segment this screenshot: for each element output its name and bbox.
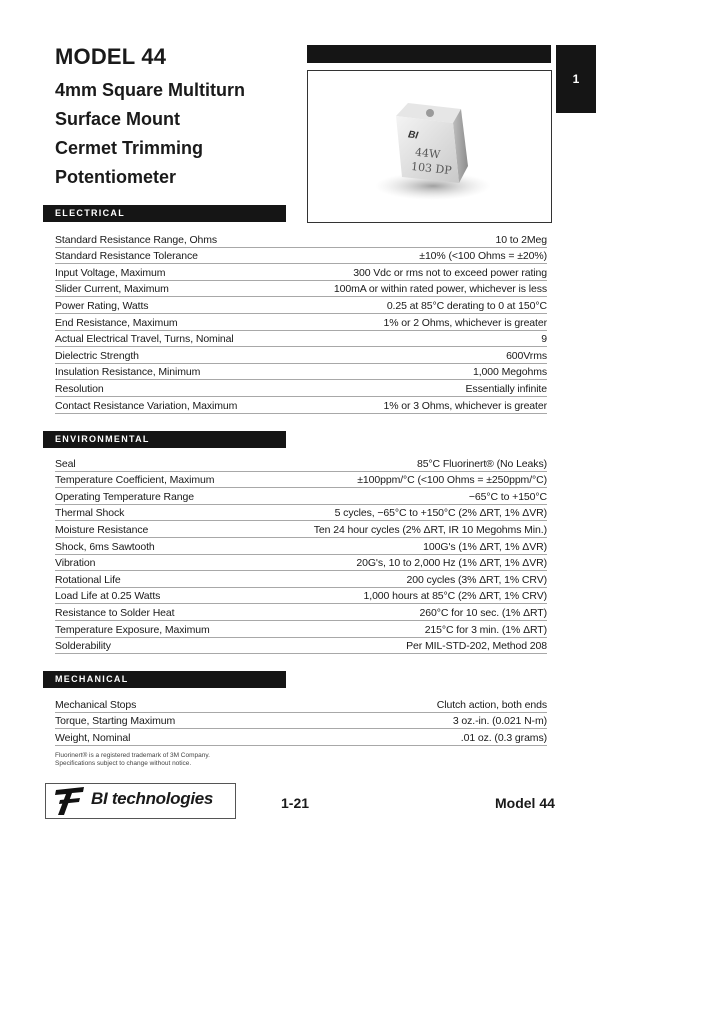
- spec-row: [55, 505, 547, 522]
- spec-label: Temperature Coefficient, Maximum: [55, 474, 215, 487]
- spec-label: Standard Resistance Range, Ohms: [55, 233, 218, 246]
- spec-row: [55, 488, 547, 505]
- spec-label: Input Voltage, Maximum: [55, 266, 166, 279]
- spec-value: Clutch action, both ends: [436, 698, 547, 711]
- spec-row: [55, 713, 547, 730]
- footnote: Fluorinert® is a registered trademark of 3M Company.: [55, 752, 210, 759]
- spec-value: 10 to 2Meg: [495, 233, 547, 246]
- header-bar: [307, 45, 551, 63]
- spec-row: [55, 297, 547, 314]
- spec-row: [55, 621, 547, 638]
- spec-value: 1% or 3 Ohms, whichever is greater: [383, 399, 547, 412]
- spec-label: Solderability: [55, 640, 111, 653]
- spec-label: Insulation Resistance, Minimum: [55, 366, 201, 379]
- spec-label: Vibration: [55, 557, 96, 570]
- environmental-specs: [55, 455, 547, 654]
- spec-value: 600Vrms: [506, 349, 547, 362]
- company-logo: [45, 783, 236, 819]
- spec-label: Operating Temperature Range: [55, 490, 194, 503]
- page-number: 1-21: [281, 795, 310, 811]
- spec-row: [55, 397, 547, 414]
- spec-value: Essentially infinite: [465, 382, 547, 395]
- spec-label: Actual Electrical Travel, Turns, Nominal: [55, 333, 234, 346]
- bi-logo-icon: [50, 784, 90, 818]
- electrical-header: ELECTRICAL: [43, 205, 286, 222]
- product-subtitle: [55, 76, 295, 192]
- spec-row: [55, 331, 547, 348]
- spec-row: [55, 248, 547, 265]
- spec-label: Resistance to Solder Heat: [55, 606, 175, 619]
- spec-row: [55, 281, 547, 298]
- spec-label: Shock, 6ms Sawtooth: [55, 540, 155, 553]
- spec-value: 3 oz.-in. (0.021 N-m): [452, 715, 547, 728]
- spec-value: ±10% (<100 Ohms = ±20%): [419, 250, 547, 263]
- spec-label: Standard Resistance Tolerance: [55, 250, 198, 263]
- spec-row: [55, 455, 547, 472]
- spec-row: [55, 347, 547, 364]
- photo-logo: BI: [407, 129, 419, 142]
- spec-label: Contact Resistance Variation, Maximum: [55, 399, 238, 412]
- spec-label: Seal: [55, 457, 76, 470]
- spec-value: 300 Vdc or rms not to exceed power rating: [353, 266, 547, 279]
- spec-value: 1% or 2 Ohms, whichever is greater: [383, 316, 547, 329]
- spec-value: 100G's (1% ΔRT, 1% ΔVR): [423, 540, 547, 553]
- spec-value: 1,000 Megohms: [473, 366, 547, 379]
- spec-row: [55, 521, 547, 538]
- spec-label: Weight, Nominal: [55, 731, 131, 744]
- spec-label: Rotational Life: [55, 573, 121, 586]
- spec-label: Torque, Starting Maximum: [55, 715, 176, 728]
- spec-value: .01 oz. (0.3 grams): [460, 731, 547, 744]
- spec-label: Slider Current, Maximum: [55, 283, 169, 296]
- subtitle-line: Cermet Trimming: [55, 138, 204, 158]
- spec-label: Power Rating, Watts: [55, 299, 149, 312]
- spec-row: [55, 588, 547, 605]
- spec-row: [55, 472, 547, 489]
- spec-value: −65°C to +150°C: [468, 490, 547, 503]
- spec-row: [55, 231, 547, 248]
- spec-label: Dielectric Strength: [55, 349, 139, 362]
- section-tab-label: 1: [572, 72, 580, 86]
- subtitle-line: Potentiometer: [55, 167, 177, 187]
- spec-value: 20G's, 10 to 2,000 Hz (1% ΔRT, 1% ΔVR): [356, 557, 547, 570]
- footer-model: Model 44: [495, 795, 555, 811]
- spec-row: [55, 314, 547, 331]
- spec-row: [55, 380, 547, 397]
- mechanical-specs: [55, 696, 547, 746]
- subtitle-line: Surface Mount: [55, 109, 181, 129]
- spec-value: Per MIL-STD-202, Method 208: [406, 640, 547, 653]
- spec-value: Ten 24 hour cycles (2% ΔRT, IR 10 Megohms Min.): [313, 523, 547, 536]
- spec-value: 5 cycles, −65°C to +150°C (2% ΔRT, 1% ΔVR): [334, 507, 547, 520]
- section-tab: [556, 45, 596, 113]
- logo-text: BI technologies: [91, 789, 214, 808]
- spec-value: 1,000 hours at 85°C (2% ΔRT, 1% CRV): [363, 590, 547, 603]
- footnote: Specifications subject to change without notice.: [55, 760, 192, 767]
- photo-marking-2: 103 DP: [410, 159, 453, 178]
- spec-value: 85°C Fluorinert® (No Leaks): [416, 457, 547, 470]
- spec-label: Thermal Shock: [55, 507, 125, 520]
- spec-value: 215°C for 3 min. (1% ΔRT): [424, 623, 547, 636]
- spec-label: Resolution: [55, 382, 104, 395]
- mechanical-header: MECHANICAL: [43, 671, 286, 688]
- spec-label: Load Life at 0.25 Watts: [55, 590, 161, 603]
- spec-value: ±100ppm/°C (<100 Ohms = ±250ppm/°C): [357, 474, 547, 487]
- spec-row: [55, 604, 547, 621]
- environmental-header: ENVIRONMENTAL: [43, 431, 286, 448]
- spec-label: Temperature Exposure, Maximum: [55, 623, 210, 636]
- spec-row: [55, 638, 547, 655]
- photo-marking-1: 44W: [414, 145, 441, 162]
- spec-row: [55, 555, 547, 572]
- product-photo: [307, 70, 552, 223]
- spec-row: [55, 729, 547, 746]
- spec-label: End Resistance, Maximum: [55, 316, 178, 329]
- spec-label: Mechanical Stops: [55, 698, 137, 711]
- footnotes: [55, 752, 210, 768]
- spec-value: 100mA or within rated power, whichever is less: [333, 283, 547, 296]
- subtitle-line: 4mm Square Multiturn: [55, 80, 246, 100]
- spec-value: 0.25 at 85°C derating to 0 at 150°C: [386, 299, 547, 312]
- page-title: MODEL 44: [55, 44, 167, 69]
- spec-row: [55, 696, 547, 713]
- spec-row: [55, 364, 547, 381]
- spec-value: 200 cycles (3% ΔRT, 1% CRV): [406, 573, 547, 586]
- electrical-specs: [55, 231, 547, 414]
- spec-row: [55, 264, 547, 281]
- spec-row: [55, 538, 547, 555]
- spec-value: 260°C for 10 sec. (1% ΔRT): [419, 606, 547, 619]
- spec-label: Moisture Resistance: [55, 523, 149, 536]
- spec-value: 9: [541, 333, 547, 346]
- spec-row: [55, 571, 547, 588]
